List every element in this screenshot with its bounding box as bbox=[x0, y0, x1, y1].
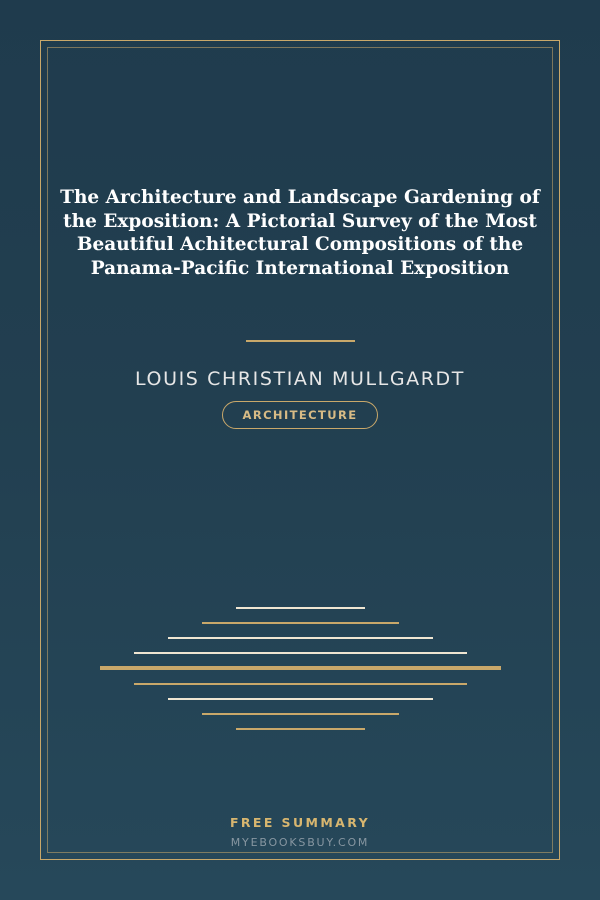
website-label: MYEBOOKSBUY.COM bbox=[230, 836, 370, 849]
ornament-line bbox=[202, 713, 399, 715]
genre-badge: ARCHITECTURE bbox=[222, 401, 378, 429]
ornament-line bbox=[168, 637, 433, 639]
ornament-line bbox=[236, 607, 365, 609]
author-name: LOUIS CHRISTIAN MULLGARDT bbox=[135, 368, 465, 390]
ornament-line bbox=[236, 728, 365, 730]
ornament-line-center bbox=[100, 666, 501, 670]
ornament-line bbox=[134, 652, 467, 654]
ornament-line bbox=[202, 622, 399, 624]
free-summary-label: FREE SUMMARY bbox=[229, 815, 371, 830]
ornament-line bbox=[168, 698, 433, 700]
ornament-line bbox=[134, 683, 467, 685]
book-title: The Architecture and Landscape Gardening of the Exposition: A Pictorial Survey of the Most Beautiful Achitectural Compositions of the Panama-Pacific International Exposition bbox=[60, 187, 540, 279]
